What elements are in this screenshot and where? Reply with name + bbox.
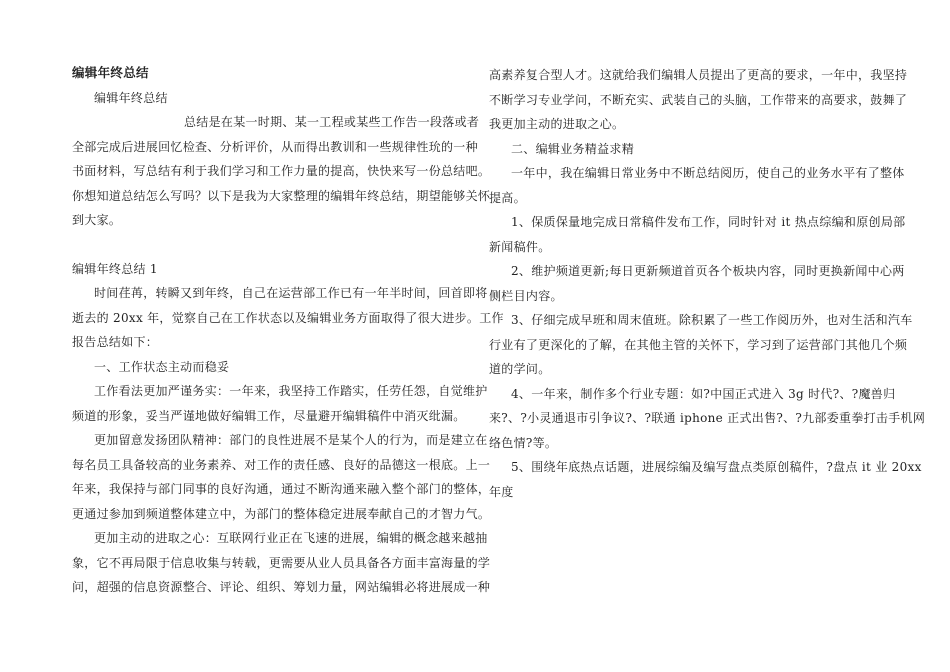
text-line: 我更加主动的进取之心。 xyxy=(489,117,625,131)
text-line: 时间荏苒，转瞬又到年终，自己在运营部工作已有一年半时间，回首即将 xyxy=(94,286,488,300)
text-line: 报告总结如下： xyxy=(72,335,159,349)
text-line: 4、一年来，制作多个行业专题：如?中国正式进入 3g 时代?、?魔兽归 xyxy=(511,386,896,401)
text-line: 总结是在某一时期、某一工程或某些工作告一段落或者 xyxy=(184,115,480,129)
text-line: 工作看法更加严谨务实：一年来，我坚持工作踏实，任劳任怨，自觉维护 xyxy=(94,384,488,398)
text-line: 2、维护频道更新;每日更新频道首页各个板块内容，同时更换新闻中心两 xyxy=(511,264,905,278)
text-line: 问，超强的信息资源整合、评论、组织、筹划力量，网站编辑必将进展成一种 xyxy=(72,580,491,594)
text-line: 更加留意发扬团队精神：部门的良性进展不是某个人的行为，而是建立在 xyxy=(94,433,488,447)
document-title: 编辑年终总结 xyxy=(72,65,149,80)
text-line: 全部完成后进展回忆检查、分析评价，从而得出教训和一些规律性玧的一种 xyxy=(72,139,478,154)
text-line: 书面材料，写总结有利于我们学习和工作力量的提高，快快来写一份总结吧。 xyxy=(72,164,491,178)
text-line: 5、围绕年底热点话题，进展综编及编写盘点类原创稿件，?盘点 it 业 20xx xyxy=(511,460,922,474)
text-line: 新闻稿件。 xyxy=(489,239,551,254)
text-line: 编辑年终总结 xyxy=(94,90,168,105)
text-line: 一、工作状态主动而稳妥 xyxy=(94,359,230,374)
text-line: 不断学习专业学问，不断充实、武装自己的头脑，工作带来的高要求，鼓舞了 xyxy=(489,92,908,107)
text-line: 年来，我保持与部门同事的良好沟通，通过不断沟通来融入整个部门的整体， xyxy=(72,482,491,496)
right-column xyxy=(489,63,926,504)
text-line: 编辑年终总结 1 xyxy=(72,261,158,276)
text-line: 1、保质保量地完成日常稿件发布工作，同时针对 it 热点综编和原创局部 xyxy=(511,215,906,229)
text-line: 更通过参加到频道整体建立中，为部门的整体稳定进展奉献自己的才智力气。 xyxy=(72,506,491,521)
text-line: 道的学问。 xyxy=(489,362,551,376)
text-line: 3、仔细完成早班和周末值班。除积累了一些工作阅历外，也对生活和汽车 xyxy=(511,313,913,327)
text-line: 每名员工具备较高的业务素养、对工作的责任感、良好的品德这一根底。上一 xyxy=(72,457,491,472)
blank-line xyxy=(72,233,462,257)
text-line: 频道的形象，妥当严谨地做好编辑工作，尽量避开编辑稿件中消灭纰漏。 xyxy=(72,408,466,423)
text-line: 一年中，我在编辑日常业务中不断总结阅历，使自己的业务水平有了整体 xyxy=(511,166,905,180)
text-line: 到大家。 xyxy=(72,213,122,227)
text-line: 年度 xyxy=(489,484,514,499)
text-line: 更加主动的进取之心：互联网行业正在飞速的进展，编辑的概念越来越抽 xyxy=(94,531,488,545)
text-line: 二、编辑业务精益求精 xyxy=(511,141,635,156)
text-line: 提高。 xyxy=(489,190,526,205)
text-line: 象，它不再局限于信息收集与转载，更需要从业人员具备各方面丰富海量的学 xyxy=(72,555,491,570)
text-line: 络色情?等。 xyxy=(489,435,558,450)
text-line: 侧栏目内容。 xyxy=(489,288,563,303)
text-line: 来?、?小灵通退市引争议?、?联通 iphone 正式出售?、?九部委重拳打击手机网 xyxy=(489,411,926,425)
text-line: 高素养复合型人才。这就给我们编辑人员提出了更高的要求，一年中，我坚持 xyxy=(489,68,908,82)
text-line: 行业有了更深化的了解，在其他主管的关怀下，学习到了运营部门其他几个频 xyxy=(489,337,908,352)
text-line: 逝去的 20xx 年，觉察自己在工作状态以及编辑业务方面取得了很大进步。工作 xyxy=(72,310,504,325)
text-line: 你想知道总结怎么写吗？以下是我为大家整理的编辑年终总结，期望能够关怀 xyxy=(72,188,491,203)
